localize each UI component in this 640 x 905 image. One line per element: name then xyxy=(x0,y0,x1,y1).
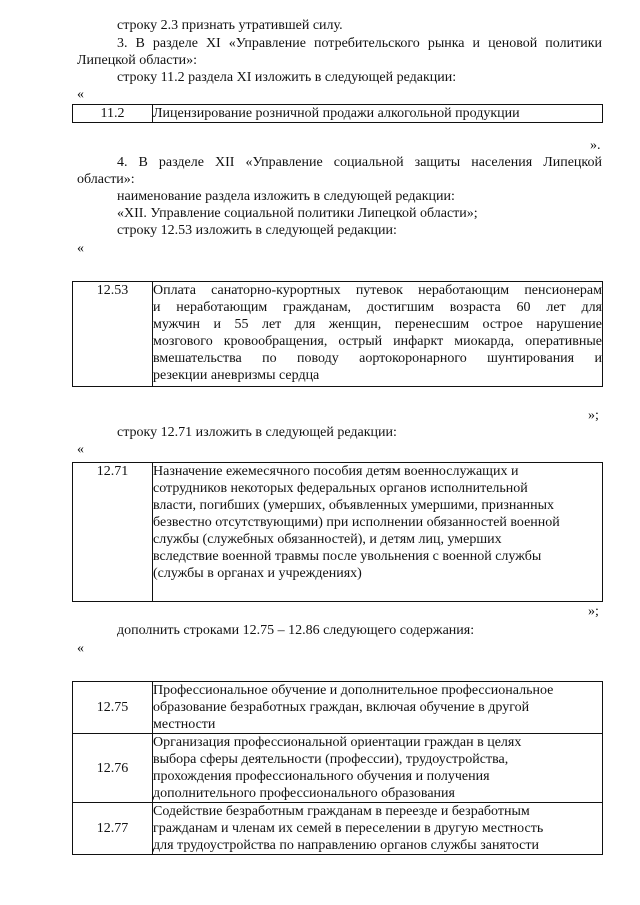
row-number: 12.71 xyxy=(73,463,153,602)
row-text-line: прохождения профессионального обучения и получения xyxy=(153,769,490,784)
row-text-line: Организация профессиональной ориентации граждан в целях xyxy=(153,735,522,750)
table-row xyxy=(73,463,603,602)
table-row xyxy=(73,803,603,855)
paragraph-section-xi-line1: 3. В разделе XI «Управление потребительского рынка и ценовой политики xyxy=(117,36,602,51)
row-number: 12.75 xyxy=(73,682,153,734)
row-text-line: мужчин и 55 лет для женщин, перенесшим острое нарушение xyxy=(153,317,602,332)
paragraph-add-rows-intro: дополнить строками 12.75 – 12.86 следующего содержания: xyxy=(117,623,475,638)
row-number: 12.76 xyxy=(73,734,153,803)
row-text-line: сотрудников некоторых федеральных органов исполнительной xyxy=(153,481,528,496)
row-text xyxy=(153,803,603,855)
close-quote: »; xyxy=(588,408,599,423)
row-text xyxy=(153,734,603,803)
open-quote: « xyxy=(77,241,84,256)
paragraph-new-section-name: «XII. Управление социальной политики Липецкой области»; xyxy=(117,206,478,221)
open-quote: « xyxy=(77,87,84,102)
row-text-line: образование безработных граждан, включая обучение в другой xyxy=(153,700,530,715)
row-text xyxy=(153,282,603,387)
table-row-12-71 xyxy=(72,462,603,602)
table-row xyxy=(73,105,603,123)
row-text xyxy=(153,463,603,602)
close-quote: ». xyxy=(590,138,601,153)
paragraph-rename-section: наименование раздела изложить в следующей редакции: xyxy=(117,189,455,204)
row-text-line: Назначение ежемесячного пособия детям военнослужащих и xyxy=(153,464,519,479)
row-number: 12.77 xyxy=(73,803,153,855)
table-row-12-53 xyxy=(72,281,603,387)
table-new-rows xyxy=(72,681,603,855)
row-text-line: резекции аневризмы сердца xyxy=(153,368,320,383)
row-text-line: Профессиональное обучение и дополнительное профессиональное xyxy=(153,683,554,698)
row-text: Лицензирование розничной продажи алкогольной продукции xyxy=(153,105,603,123)
row-text-line: мозгового кровообращения, острый инфаркт миокарда, оперативные xyxy=(153,334,602,349)
row-text-line: Оплата санаторно-курортных путевок неработающим пенсионерам xyxy=(153,283,602,298)
row-text-line: (службы в органах и учреждениях) xyxy=(153,566,362,581)
row-text-line: для трудоустройства по направлению органов службы занятости xyxy=(153,838,539,853)
paragraph-row-12-53-intro: строку 12.53 изложить в следующей редакции: xyxy=(117,223,397,238)
table-row xyxy=(73,734,603,803)
row-text-line: местности xyxy=(153,717,216,732)
table-row-11-2 xyxy=(72,104,603,123)
row-number: 11.2 xyxy=(73,105,153,123)
row-text-line: и неработающим гражданам, достигшим возраста 60 лет для xyxy=(153,300,602,315)
paragraph-section-xi-line2: Липецкой области»: xyxy=(77,53,197,68)
paragraph-row-12-71-intro: строку 12.71 изложить в следующей редакции: xyxy=(117,425,397,440)
row-text-line: гражданам и членам их семей в переселении в другую местность xyxy=(153,821,544,836)
open-quote: « xyxy=(77,442,84,457)
table-row xyxy=(73,682,603,734)
open-quote: « xyxy=(77,641,84,656)
row-text-line: безвестно отсутствующими) при исполнении обязанностей военной xyxy=(153,515,560,530)
row-text-line: власти, погибших (умерших, объявленных умершими, признанных xyxy=(153,498,554,513)
table-row xyxy=(73,282,603,387)
close-quote: »; xyxy=(588,604,599,619)
row-text xyxy=(153,682,603,734)
paragraph-section-xii-line2: области»: xyxy=(77,172,135,187)
row-text-line: Содействие безработным гражданам в переезде и безработным xyxy=(153,804,530,819)
paragraph-strike-2-3: строку 2.3 признать утратившей силу. xyxy=(117,18,343,33)
row-number: 12.53 xyxy=(73,282,153,387)
row-text-line: выбора сферы деятельности (профессии), трудоустройства, xyxy=(153,752,509,767)
row-text-line: дополнительного профессионального образования xyxy=(153,786,455,801)
paragraph-section-xii-line1: 4. В разделе XII «Управление социальной защиты населения Липецкой xyxy=(117,155,602,170)
paragraph-row-11-2-intro: строку 11.2 раздела XI изложить в следующей редакции: xyxy=(117,70,457,85)
row-text-line: вследствие военной травмы после увольнения с военной службы xyxy=(153,549,542,564)
row-text-line: службы (служебных обязанностей), и детям лиц, умерших xyxy=(153,532,502,547)
row-text-line: вмешательства по поводу аортокоронарного шунтирования и xyxy=(153,351,602,366)
